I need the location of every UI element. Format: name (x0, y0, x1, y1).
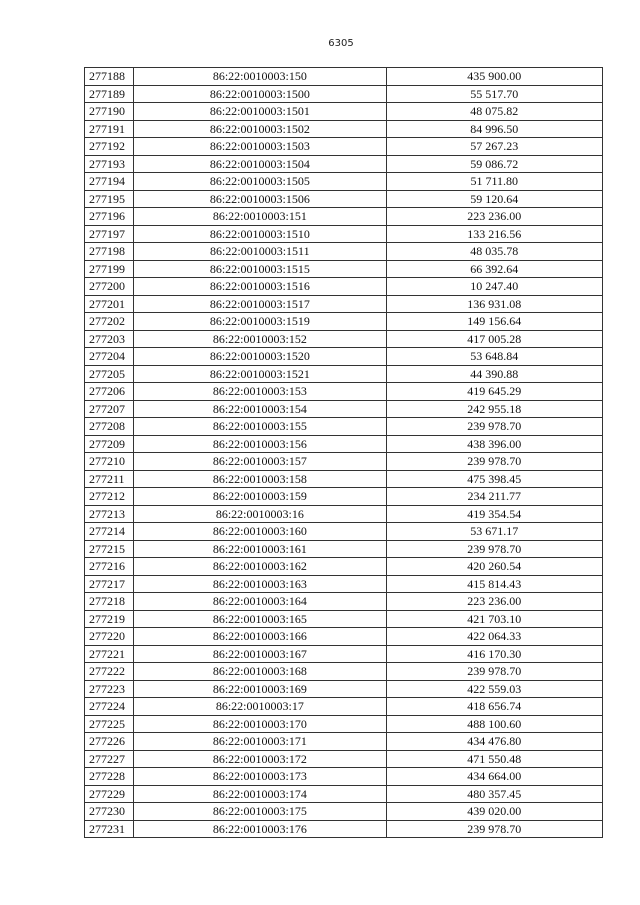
cadastral-number-cell: 86:22:0010003:153 (134, 383, 386, 401)
cadastral-number-cell: 86:22:0010003:17 (134, 698, 386, 716)
table-row (85, 365, 603, 383)
row-number-cell: 277229 (85, 785, 134, 803)
cadastral-number-cell: 86:22:0010003:1502 (134, 120, 386, 138)
cadastral-number-cell: 86:22:0010003:160 (134, 523, 386, 541)
row-number-cell: 277224 (85, 698, 134, 716)
table-row (85, 488, 603, 506)
row-number-cell: 277190 (85, 103, 134, 121)
cadastral-value-cell: 84 996.50 (386, 120, 602, 138)
row-number-cell: 277230 (85, 803, 134, 821)
cadastral-value-cell: 419 645.29 (386, 383, 602, 401)
row-number-cell: 277218 (85, 593, 134, 611)
page-number: 6305 (328, 38, 354, 49)
cadastral-number-cell: 86:22:0010003:159 (134, 488, 386, 506)
cadastral-value-cell: 223 236.00 (386, 593, 602, 611)
row-number-cell: 277199 (85, 260, 134, 278)
row-number-cell: 277221 (85, 645, 134, 663)
row-number-cell: 277200 (85, 278, 134, 296)
row-number-cell: 277195 (85, 190, 134, 208)
table-row (85, 243, 603, 261)
table-row (85, 523, 603, 541)
row-number-cell: 277231 (85, 820, 134, 838)
cadastral-value-cell: 223 236.00 (386, 208, 602, 226)
cadastral-number-cell: 86:22:0010003:164 (134, 593, 386, 611)
cadastral-number-cell: 86:22:0010003:1510 (134, 225, 386, 243)
cadastral-value-cell: 434 476.80 (386, 733, 602, 751)
row-number-cell: 277220 (85, 628, 134, 646)
table-row (85, 400, 603, 418)
cadastral-value-cell: 434 664.00 (386, 768, 602, 786)
cadastral-number-cell: 86:22:0010003:176 (134, 820, 386, 838)
row-number-cell: 277213 (85, 505, 134, 523)
table-row (85, 138, 603, 156)
cadastral-number-cell: 86:22:0010003:154 (134, 400, 386, 418)
cadastral-number-cell: 86:22:0010003:1504 (134, 155, 386, 173)
cadastral-value-cell: 417 005.28 (386, 330, 602, 348)
cadastral-number-cell: 86:22:0010003:1501 (134, 103, 386, 121)
cadastral-value-cell: 422 064.33 (386, 628, 602, 646)
cadastral-number-cell: 86:22:0010003:1506 (134, 190, 386, 208)
table-row (85, 278, 603, 296)
cadastral-value-cell: 416 170.30 (386, 645, 602, 663)
table-row (85, 173, 603, 191)
table-row (85, 750, 603, 768)
table-row (85, 645, 603, 663)
cadastral-value-cell: 438 396.00 (386, 435, 602, 453)
table-row (85, 628, 603, 646)
row-number-cell: 277219 (85, 610, 134, 628)
cadastral-value-cell: 242 955.18 (386, 400, 602, 418)
cadastral-value-cell: 239 978.70 (386, 663, 602, 681)
table-row (85, 348, 603, 366)
cadastral-number-cell: 86:22:0010003:175 (134, 803, 386, 821)
row-number-cell: 277206 (85, 383, 134, 401)
row-number-cell: 277216 (85, 558, 134, 576)
cadastral-value-cell: 44 390.88 (386, 365, 602, 383)
row-number-cell: 277225 (85, 715, 134, 733)
cadastral-value-cell: 59 120.64 (386, 190, 602, 208)
table-row (85, 733, 603, 751)
cadastral-number-cell: 86:22:0010003:1521 (134, 365, 386, 383)
cadastral-number-cell: 86:22:0010003:172 (134, 750, 386, 768)
cadastral-value-table (84, 67, 603, 838)
cadastral-value-cell: 66 392.64 (386, 260, 602, 278)
table-row (85, 453, 603, 471)
cadastral-value-cell: 480 357.45 (386, 785, 602, 803)
table-row (85, 120, 603, 138)
cadastral-value-cell: 439 020.00 (386, 803, 602, 821)
cadastral-number-cell: 86:22:0010003:158 (134, 470, 386, 488)
row-number-cell: 277197 (85, 225, 134, 243)
table-row (85, 768, 603, 786)
row-number-cell: 277196 (85, 208, 134, 226)
cadastral-value-cell: 239 978.70 (386, 540, 602, 558)
cadastral-number-cell: 86:22:0010003:1520 (134, 348, 386, 366)
row-number-cell: 277188 (85, 68, 134, 86)
row-number-cell: 277222 (85, 663, 134, 681)
cadastral-value-cell: 48 035.78 (386, 243, 602, 261)
row-number-cell: 277223 (85, 680, 134, 698)
row-number-cell: 277203 (85, 330, 134, 348)
cadastral-number-cell: 86:22:0010003:169 (134, 680, 386, 698)
cadastral-number-cell: 86:22:0010003:157 (134, 453, 386, 471)
cadastral-value-cell: 422 559.03 (386, 680, 602, 698)
row-number-cell: 277211 (85, 470, 134, 488)
table-row (85, 435, 603, 453)
table-row (85, 593, 603, 611)
row-number-cell: 277227 (85, 750, 134, 768)
cadastral-value-cell: 55 517.70 (386, 85, 602, 103)
cadastral-value-cell: 234 211.77 (386, 488, 602, 506)
row-number-cell: 277189 (85, 85, 134, 103)
row-number-cell: 277209 (85, 435, 134, 453)
cadastral-number-cell: 86:22:0010003:1503 (134, 138, 386, 156)
cadastral-number-cell: 86:22:0010003:1511 (134, 243, 386, 261)
row-number-cell: 277208 (85, 418, 134, 436)
row-number-cell: 277204 (85, 348, 134, 366)
cadastral-value-cell: 53 648.84 (386, 348, 602, 366)
cadastral-value-cell: 475 398.45 (386, 470, 602, 488)
cadastral-number-cell: 86:22:0010003:165 (134, 610, 386, 628)
row-number-cell: 277214 (85, 523, 134, 541)
row-number-cell: 277228 (85, 768, 134, 786)
cadastral-value-cell: 415 814.43 (386, 575, 602, 593)
cadastral-number-cell: 86:22:0010003:170 (134, 715, 386, 733)
table-row (85, 663, 603, 681)
cadastral-number-cell: 86:22:0010003:163 (134, 575, 386, 593)
table-row (85, 785, 603, 803)
table-row (85, 820, 603, 838)
row-number-cell: 277207 (85, 400, 134, 418)
cadastral-value-cell: 136 931.08 (386, 295, 602, 313)
table-row (85, 85, 603, 103)
cadastral-value-cell: 418 656.74 (386, 698, 602, 716)
cadastral-number-cell: 86:22:0010003:174 (134, 785, 386, 803)
cadastral-number-cell: 86:22:0010003:161 (134, 540, 386, 558)
cadastral-value-cell: 419 354.54 (386, 505, 602, 523)
cadastral-number-cell: 86:22:0010003:1517 (134, 295, 386, 313)
row-number-cell: 277191 (85, 120, 134, 138)
row-number-cell: 277215 (85, 540, 134, 558)
cadastral-value-cell: 53 671.17 (386, 523, 602, 541)
cadastral-value-cell: 239 978.70 (386, 820, 602, 838)
row-number-cell: 277201 (85, 295, 134, 313)
table-row (85, 715, 603, 733)
table-row (85, 470, 603, 488)
row-number-cell: 277198 (85, 243, 134, 261)
table-row (85, 803, 603, 821)
row-number-cell: 277226 (85, 733, 134, 751)
cadastral-value-cell: 488 100.60 (386, 715, 602, 733)
row-number-cell: 277202 (85, 313, 134, 331)
cadastral-value-cell: 420 260.54 (386, 558, 602, 576)
row-number-cell: 277212 (85, 488, 134, 506)
table-row (85, 558, 603, 576)
table-row (85, 610, 603, 628)
table-row (85, 260, 603, 278)
cadastral-number-cell: 86:22:0010003:162 (134, 558, 386, 576)
cadastral-number-cell: 86:22:0010003:167 (134, 645, 386, 663)
cadastral-number-cell: 86:22:0010003:1519 (134, 313, 386, 331)
cadastral-value-cell: 471 550.48 (386, 750, 602, 768)
cadastral-number-cell: 86:22:0010003:1516 (134, 278, 386, 296)
table-row (85, 103, 603, 121)
cadastral-value-cell: 10 247.40 (386, 278, 602, 296)
row-number-cell: 277192 (85, 138, 134, 156)
cadastral-value-cell: 435 900.00 (386, 68, 602, 86)
cadastral-value-cell: 59 086.72 (386, 155, 602, 173)
cadastral-value-cell: 51 711.80 (386, 173, 602, 191)
table-row (85, 680, 603, 698)
cadastral-value-cell: 133 216.56 (386, 225, 602, 243)
cadastral-number-cell: 86:22:0010003:156 (134, 435, 386, 453)
cadastral-number-cell: 86:22:0010003:1500 (134, 85, 386, 103)
row-number-cell: 277193 (85, 155, 134, 173)
table-row (85, 155, 603, 173)
row-number-cell: 277194 (85, 173, 134, 191)
table-row (85, 313, 603, 331)
table-row (85, 68, 603, 86)
cadastral-number-cell: 86:22:0010003:168 (134, 663, 386, 681)
table-row (85, 418, 603, 436)
row-number-cell: 277205 (85, 365, 134, 383)
row-number-cell: 277217 (85, 575, 134, 593)
cadastral-number-cell: 86:22:0010003:152 (134, 330, 386, 348)
table-body (85, 68, 603, 838)
cadastral-number-cell: 86:22:0010003:150 (134, 68, 386, 86)
cadastral-number-cell: 86:22:0010003:171 (134, 733, 386, 751)
table-row (85, 575, 603, 593)
table-row (85, 225, 603, 243)
cadastral-value-cell: 57 267.23 (386, 138, 602, 156)
table-row (85, 208, 603, 226)
row-number-cell: 277210 (85, 453, 134, 471)
table-row (85, 698, 603, 716)
cadastral-number-cell: 86:22:0010003:151 (134, 208, 386, 226)
cadastral-number-cell: 86:22:0010003:16 (134, 505, 386, 523)
cadastral-value-cell: 149 156.64 (386, 313, 602, 331)
table-row (85, 540, 603, 558)
cadastral-value-cell: 239 978.70 (386, 418, 602, 436)
table-row (85, 295, 603, 313)
table-row (85, 505, 603, 523)
table-row (85, 330, 603, 348)
cadastral-number-cell: 86:22:0010003:166 (134, 628, 386, 646)
cadastral-value-cell: 48 075.82 (386, 103, 602, 121)
table-row (85, 190, 603, 208)
cadastral-number-cell: 86:22:0010003:1515 (134, 260, 386, 278)
cadastral-number-cell: 86:22:0010003:155 (134, 418, 386, 436)
cadastral-value-cell: 239 978.70 (386, 453, 602, 471)
cadastral-number-cell: 86:22:0010003:1505 (134, 173, 386, 191)
cadastral-number-cell: 86:22:0010003:173 (134, 768, 386, 786)
cadastral-value-cell: 421 703.10 (386, 610, 602, 628)
table-row (85, 383, 603, 401)
